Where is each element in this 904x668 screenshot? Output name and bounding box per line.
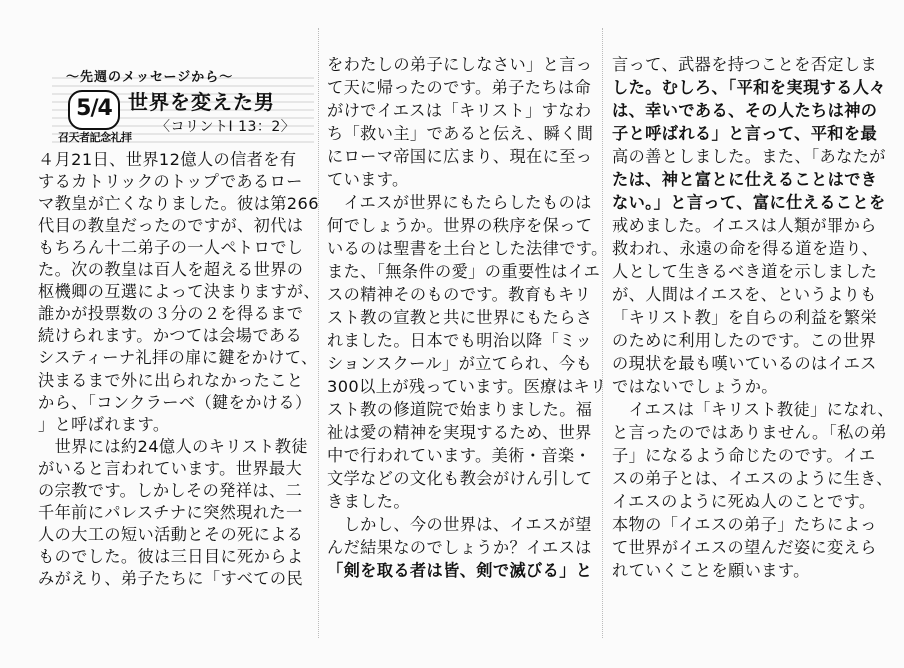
text-line: と言ったのではありません。「私の弟: [612, 423, 887, 442]
header-subtitle: ～先週のメッセージから～: [66, 70, 234, 85]
text-line: 子」になるよう命じたのです。イエ: [612, 446, 876, 465]
text-line: ない。」と言って、富に仕えることを: [612, 193, 886, 212]
event-name: 召天者記念礼拝: [58, 131, 132, 144]
text-line: がいると言われています。世界最大: [38, 458, 303, 478]
date-badge: 5/4: [68, 90, 120, 130]
text-line: イエスが世界にもたらしたものは: [327, 193, 592, 212]
text-line: の現状を最も嘆いているのはイエス: [612, 354, 877, 373]
text-line: にローマ帝国に広まり、現在に至っ: [327, 147, 593, 166]
text-line: 何でしょうか。世界の秩序を保って: [327, 216, 593, 235]
text-line: もちろん十二弟子の一人ペトロでし: [38, 238, 304, 258]
text-line: れました。日本でも明治以降「ミッ: [327, 331, 593, 350]
text-line: たは、神と富とに仕えることはでき: [612, 170, 878, 189]
text-line: スの精神そのものです。教育もキリ: [327, 285, 592, 304]
text-line: の宗教です。しかしその発祥は、二: [38, 480, 303, 500]
text-line: 」と呼ばれます。: [38, 414, 170, 434]
text-line: て天に帰ったのです。弟子たちは命: [327, 78, 592, 97]
text-line: ではないでしょうか。: [612, 377, 778, 396]
scripture-reference: 〈コリントⅠ 13：2〉: [156, 119, 296, 135]
text-line: のために利用したのです。この世界: [612, 331, 877, 350]
text-line: また、「無条件の愛」の重要性はイエ: [327, 262, 601, 281]
text-line: するカトリックのトップであるロー: [38, 172, 303, 192]
text-column-3: [612, 0, 894, 668]
text-line: した。むしろ、「平和を実現する人々: [612, 78, 886, 97]
text-line: ています。: [327, 170, 409, 189]
text-line: 文学などの文化も教会がけん引して: [327, 469, 593, 488]
text-line: から、「コンクラーベ（鍵をかける）: [38, 392, 312, 412]
text-line: マ教皇が亡くなりました。彼は第266: [38, 194, 319, 214]
text-line: 枢機卿の互選によって決まりますが、: [38, 282, 320, 302]
text-line: て世界がイエスの望んだ姿に変えら: [612, 538, 877, 557]
text-line: スト教の修道院で始まりました。福: [327, 400, 593, 419]
sermon-title: 世界を変えた男: [128, 90, 275, 114]
text-line: 高の善としました。また、「あなたが: [612, 147, 886, 166]
text-line: 救われ、永遠の命を得る道を造り、: [612, 239, 879, 258]
text-line: システィーナ礼拝の扉に鍵をかけて、: [38, 348, 318, 368]
text-line: れていくことを願います。: [612, 561, 810, 580]
text-line: た。次の教皇は百人を超える世界の: [38, 260, 304, 280]
text-line: 千年前にパレスチナに突然現れた一: [38, 502, 303, 522]
text-line: スト教の宣教と共に世界にもたらさ: [327, 308, 593, 327]
text-line: ものでした。彼は三日目に死からよ: [38, 546, 304, 566]
text-line: んだ結果なのでしょうか？イエスは: [327, 538, 592, 557]
text-column-2: [327, 0, 609, 668]
text-line: スの弟子とは、イエスのように生き、: [612, 469, 893, 488]
text-line: ち「救い主」であると伝え、瞬く間: [327, 124, 594, 143]
text-line: 代目の教皇だったのですが、初代は: [38, 216, 304, 236]
text-line: 決まるまで外に出られなかったこと: [38, 370, 304, 390]
text-column-1: [38, 0, 320, 668]
text-line: 世界には約24億人のキリスト教徒: [38, 436, 308, 456]
text-line: みがえり、弟子たちに「すべての民: [38, 568, 304, 588]
text-line: をわたしの弟子にしなさい」と言っ: [327, 55, 593, 74]
text-line: 中で行われています。美術・音楽・: [327, 446, 592, 465]
text-line: 人の大工の短い活動とその死による: [38, 524, 304, 544]
text-line: は、幸いである、その人たちは神の: [612, 101, 878, 120]
text-line: イエスのように死ぬ人のことです。: [612, 492, 876, 511]
text-line: ４月21日、世界12億人の信者を有: [38, 150, 297, 169]
text-line: 戒めました。イエスは人類が罪から: [612, 216, 877, 235]
column-divider: [318, 28, 319, 638]
text-line: 300以上が残っています。医療はキリ: [327, 377, 607, 396]
text-line: きました。: [327, 492, 410, 511]
text-line: 「キリスト教」を自らの利益を繁栄: [612, 308, 878, 327]
column-divider: [602, 28, 603, 638]
text-line: 続けられます。かつては会場である: [38, 326, 303, 346]
text-line: 誰かが投票数の３分の２を得るまで: [38, 304, 304, 324]
text-line: ションスクール」が立てられ、今も: [327, 354, 593, 373]
text-line: 人として生きるべき道を示しました: [612, 262, 878, 281]
text-line: が、人間はイエスを、というよりも: [612, 285, 877, 304]
text-line: 子と呼ばれる」と言って、平和を最: [612, 124, 878, 143]
text-line: いるのは聖書を土台とした法律です。: [327, 239, 608, 258]
text-line: 祉は愛の精神を実現するため、世界: [327, 423, 592, 442]
text-line: 言って、武器を持つことを否定しま: [612, 55, 878, 74]
text-line: 「剣を取る者は皆、剣で滅びる」と: [327, 561, 593, 580]
text-line: イエスは「キリスト教徒」になれ、: [612, 400, 894, 419]
text-line: がけでイエスは「キリスト」すなわ: [327, 101, 592, 120]
text-line: しかし、今の世界は、イエスが望: [327, 515, 592, 534]
text-line: 本物の「イエスの弟子」たちによっ: [612, 515, 877, 534]
